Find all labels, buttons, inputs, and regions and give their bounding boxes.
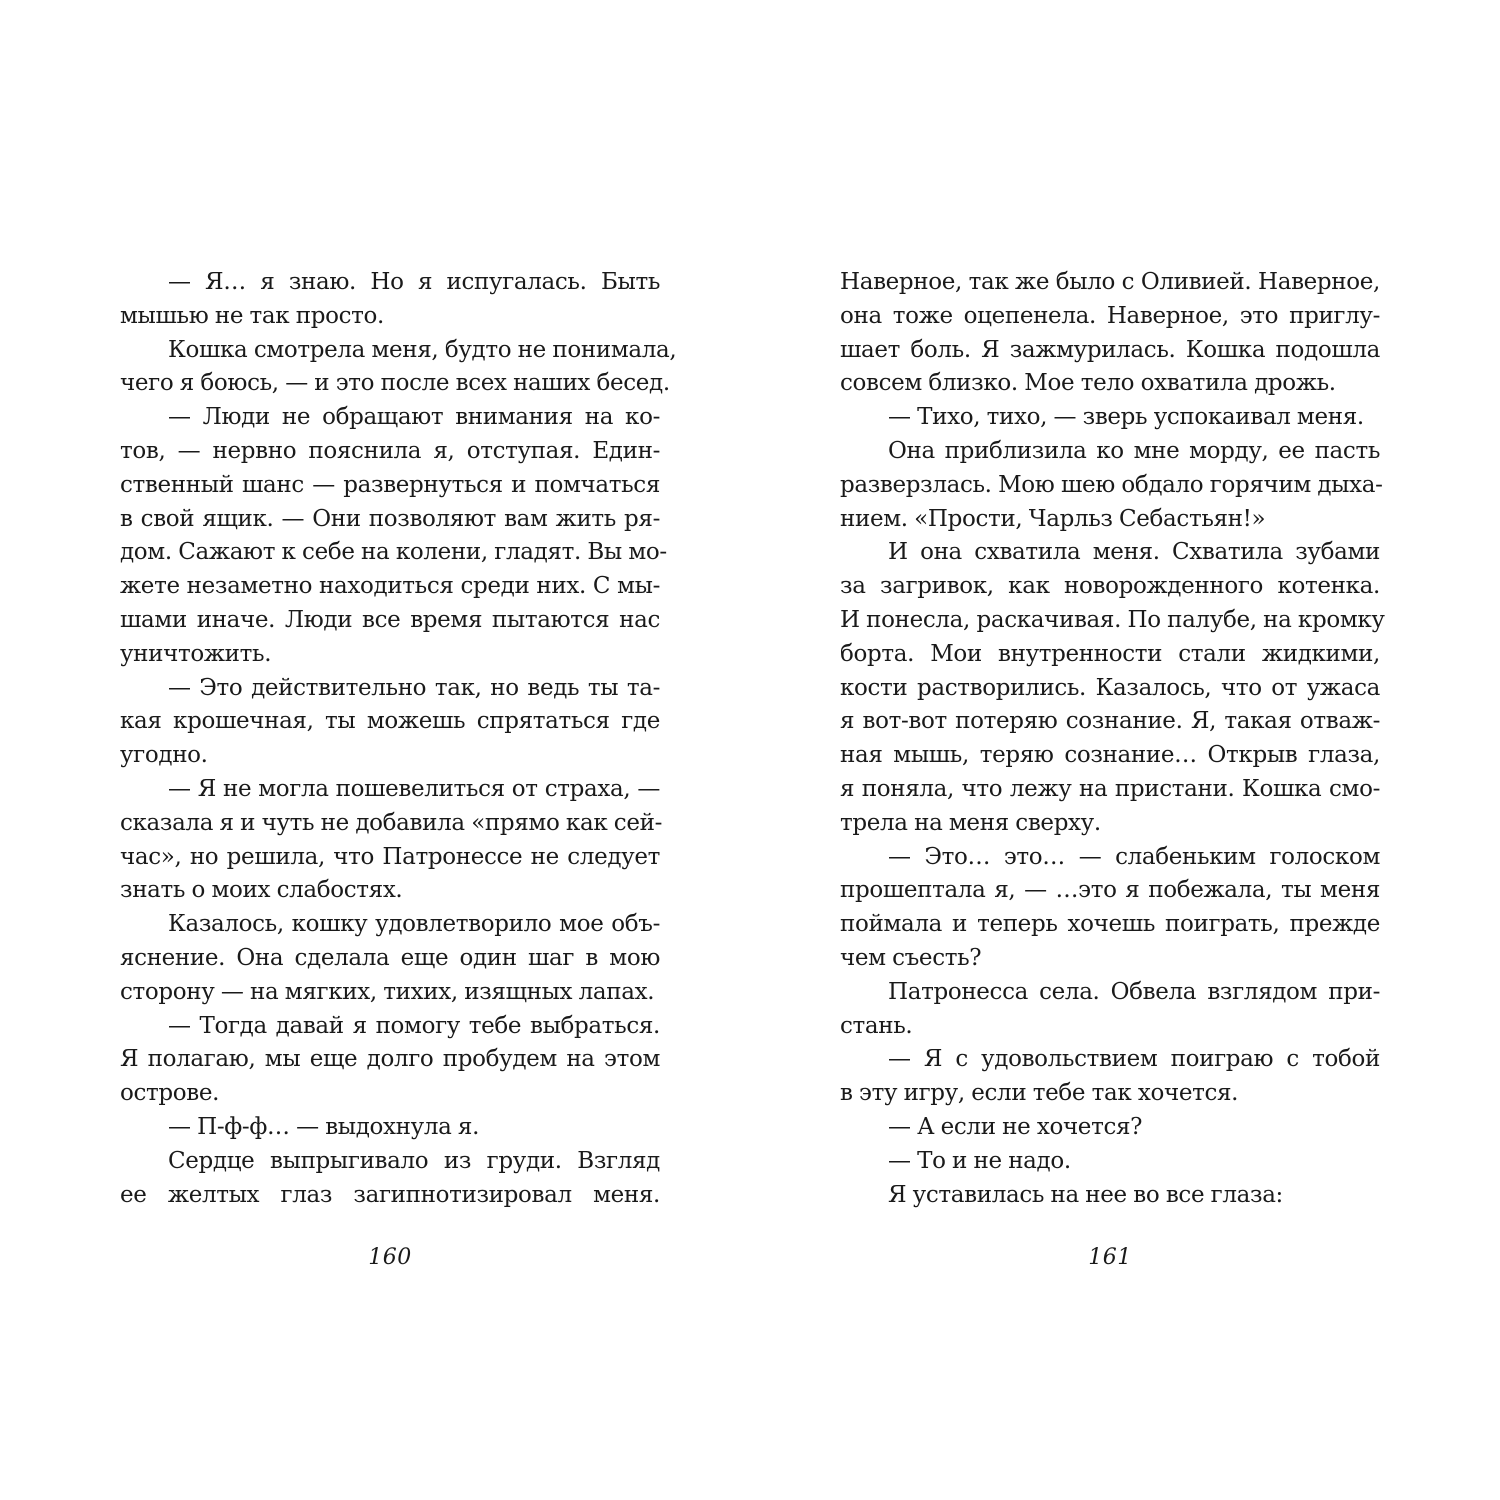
text-line: шает боль. Я зажмурилась. Кошка подошла <box>840 336 1380 363</box>
right-page <box>840 266 1385 1212</box>
text-line: — Это действительно так, но ведь ты та- <box>168 674 660 701</box>
right-page-number: 161 <box>1088 1245 1132 1270</box>
text-line: за загривок, как новорожденного котенка. <box>840 573 1380 600</box>
text-line: я вот-вот потеряю сознание. Я, такая отваж- <box>840 708 1380 735</box>
text-line: борта. Мои внутренности стали жидкими, <box>840 640 1380 667</box>
text-line: И она схватила меня. Схватила зубами <box>888 539 1380 566</box>
text-line: уничтожить. <box>120 640 272 667</box>
text-line: Казалось, кошку удовлетворило мое объ- <box>168 911 660 938</box>
text-line: — Я не могла пошевелиться от страха, — <box>168 775 660 802</box>
text-line: тов, — нервно пояснила я, отступая. Един- <box>120 437 660 464</box>
text-line: поймала и теперь хочешь поиграть, прежде <box>840 911 1380 938</box>
text-line: — Я… я знаю. Но я испугалась. Быть <box>168 269 660 295</box>
text-line: — Тогда давай я помогу тебе выбраться. <box>168 1012 660 1039</box>
text-line: — Это… это… — слабеньким голоском <box>888 843 1380 870</box>
text-line: ее желтых глаз загипнотизировал меня. <box>120 1181 660 1208</box>
text-line: сторону — на мягких, тихих, изящных лапах. <box>120 978 655 1005</box>
text-line: в эту игру, если тебе так хочется. <box>840 1080 1239 1107</box>
text-line: час», но решила, что Патронессе не следует <box>120 843 660 870</box>
text-line: — Люди не обращают внимания на ко- <box>168 404 660 431</box>
text-line: Я полагаю, мы еще долго пробудем на этом <box>120 1046 660 1073</box>
text-line: ственный шанс — развернуться и помчаться <box>120 471 660 498</box>
text-line: я поняла, что лежу на пристани. Кошка смо- <box>840 775 1380 802</box>
text-line: Патронесса села. Обвела взглядом при- <box>888 978 1380 1005</box>
text-line: ная мышь, теряю сознание… Открыв глаза, <box>840 742 1380 769</box>
text-line: — П-ф-ф… — выдохнула я. <box>168 1113 480 1140</box>
right-page-text <box>840 266 1385 1212</box>
text-line: разверзлась. Мою шею обдало горячим дыха- <box>840 471 1383 498</box>
text-line: кая крошечная, ты можешь спрятаться где <box>120 708 660 735</box>
text-line: — Тихо, тихо, — зверь успокаивал меня. <box>888 404 1364 431</box>
text-line: нием. «Прости, Чарльз Себастьян!» <box>840 505 1266 532</box>
text-line: Кошка смотрела меня, будто не понимала, <box>168 336 677 363</box>
text-line: шами иначе. Люди все время пытаются нас <box>120 606 660 633</box>
left-page-number: 160 <box>368 1245 412 1270</box>
left-page <box>120 266 677 1212</box>
text-line: сказала я и чуть не добавила «прямо как сей- <box>120 809 663 836</box>
text-line: угодно. <box>120 742 208 769</box>
text-line: Наверное, так же было с Оливией. Наверное, <box>840 269 1380 295</box>
text-line: острове. <box>120 1080 220 1107</box>
text-line: чего я боюсь, — и это после всех наших бесед. <box>120 370 670 397</box>
text-line: Я уставилась на нее во все глаза: <box>888 1181 1283 1208</box>
text-line: мышью не так просто. <box>120 302 384 329</box>
text-line: дом. Сажают к себе на колени, гладят. Вы мо- <box>120 539 667 566</box>
text-line: Она приблизила ко мне морду, ее пасть <box>888 437 1380 464</box>
text-line: И понесла, раскачивая. По палубе, на кромку <box>840 606 1385 633</box>
text-line: стань. <box>840 1012 913 1039</box>
left-page-text <box>120 266 677 1212</box>
text-line: прошептала я, — …это я побежала, ты меня <box>840 877 1380 904</box>
text-line: — Я с удовольствием поиграю с тобой <box>888 1046 1380 1073</box>
text-line: чем съесть? <box>840 944 982 971</box>
text-line: — А если не хочется? <box>888 1113 1143 1140</box>
text-line: жете незаметно находиться среди них. С мы- <box>120 573 660 600</box>
text-line: яснение. Она сделала еще один шаг в мою <box>120 944 660 971</box>
text-line: кости растворились. Казалось, что от ужаса <box>840 674 1380 701</box>
text-line: — То и не надо. <box>888 1147 1071 1174</box>
text-line: Сердце выпрыгивало из груди. Взгляд <box>168 1147 660 1174</box>
text-line: в свой ящик. — Они позволяют вам жить ря- <box>120 505 660 532</box>
text-line: трела на меня сверху. <box>840 809 1101 836</box>
text-line: она тоже оцепенела. Наверное, это приглу- <box>840 302 1380 329</box>
text-line: знать о моих слабостях. <box>120 877 403 904</box>
text-line: совсем близко. Мое тело охватила дрожь. <box>840 370 1336 397</box>
